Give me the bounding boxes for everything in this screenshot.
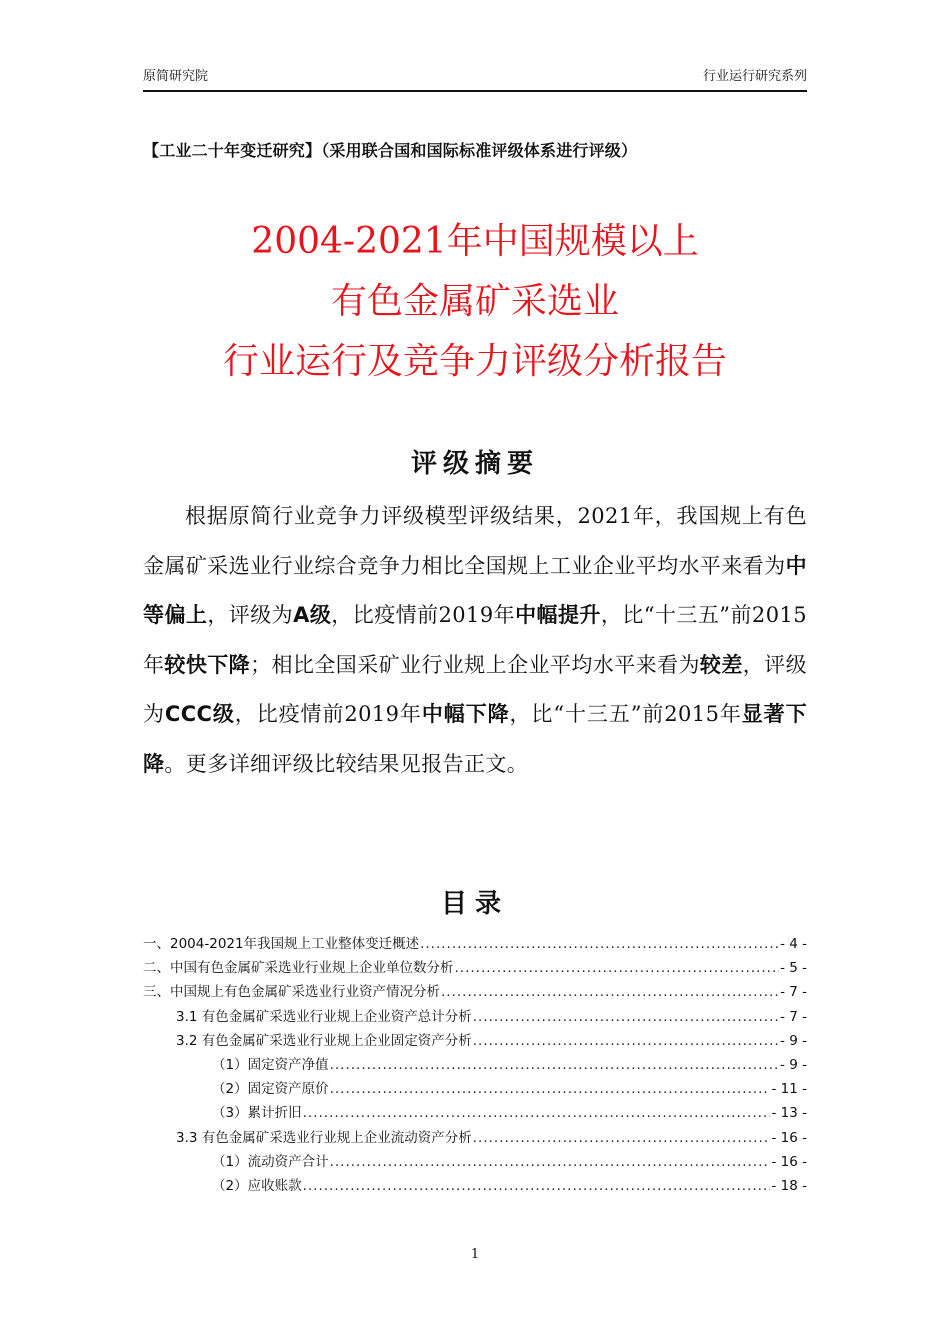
toc-entry-page: - 4 - xyxy=(780,936,807,952)
summary-emphasis: 中幅下降 xyxy=(421,702,510,726)
series-subtitle: 【工业二十年变迁研究】（采用联合国和国际标准评级体系进行评级） xyxy=(143,141,638,160)
toc-entry[interactable] xyxy=(143,1029,807,1053)
toc-entry[interactable] xyxy=(143,980,807,1004)
toc-entry[interactable] xyxy=(143,1101,807,1125)
summary-emphasis: 中幅提升 xyxy=(515,603,601,627)
summary-emphasis: CCC级 xyxy=(164,702,235,726)
toc-dot-leader xyxy=(420,932,779,956)
toc-entry-label: 3.2 有色金属矿采选业行业规上企业固定资产分析 xyxy=(176,1032,472,1049)
toc-entry-page: - 18 - xyxy=(771,1177,807,1194)
header-series: 行业运行研究系列 xyxy=(702,69,807,84)
summary-paragraph xyxy=(143,492,807,789)
toc-entry-label: （1）固定资产净值 xyxy=(212,1056,329,1073)
summary-text: 。更多详细评级比较结果见报告正文。 xyxy=(164,751,529,776)
report-title-line-1: 2004-2021年中国规模以上 xyxy=(251,221,699,262)
toc-heading: 目录 xyxy=(440,889,509,919)
toc-entry-label: 3.3 有色金属矿采选业行业规上企业流动资产分析 xyxy=(176,1129,472,1146)
toc-entry-label: （2）应收账款 xyxy=(212,1177,302,1194)
toc-entry[interactable] xyxy=(143,1150,807,1174)
running-header xyxy=(143,68,807,92)
toc-dot-leader xyxy=(441,980,779,1004)
summary-emphasis: 显著下降 xyxy=(143,702,807,776)
toc-dot-leader xyxy=(473,1029,779,1053)
summary-text: ，评级为 xyxy=(143,652,807,726)
summary-heading: 评级摘要 xyxy=(410,449,539,479)
summary-emphasis: 较差 xyxy=(699,652,743,677)
toc-dot-leader xyxy=(330,1053,779,1077)
toc-dot-leader xyxy=(330,1077,771,1101)
summary-text: ，比疫情前2019年 xyxy=(331,603,516,627)
toc-entry-page: - 16 - xyxy=(771,1129,807,1146)
toc-entry-page: - 7 - xyxy=(780,1008,807,1025)
summary-emphasis: 较快下降 xyxy=(164,652,251,677)
toc-entry-label: （3）累计折旧 xyxy=(212,1105,302,1122)
summary-text: ，评级为 xyxy=(207,603,294,627)
toc-entry[interactable] xyxy=(143,1126,807,1150)
report-title-line-3: 行业运行及竞争力评级分析报告 xyxy=(222,341,727,382)
summary-emphasis: A级 xyxy=(293,603,332,627)
toc-entry-label: 3.1 有色金属矿采选业行业规上企业资产总计分析 xyxy=(176,1008,472,1025)
header-publisher: 原简研究院 xyxy=(143,69,209,84)
toc-dot-leader xyxy=(303,1174,771,1198)
toc-entry[interactable] xyxy=(143,1077,807,1101)
toc-entry-label: 三、中国规上有色金属矿采选业行业资产情况分析 xyxy=(143,984,440,1001)
toc-entry[interactable] xyxy=(143,932,807,956)
toc-entry[interactable] xyxy=(143,1053,807,1077)
toc-dot-leader xyxy=(473,1126,771,1150)
summary-text: ，比“十三五”前2015年 xyxy=(509,702,742,726)
toc-entry[interactable] xyxy=(143,1005,807,1029)
summary-text: ；相比全国采矿业行业规上企业平均水平来看为 xyxy=(250,652,700,677)
toc-entry[interactable] xyxy=(143,956,807,980)
report-title-line-2: 有色金属矿采选业 xyxy=(330,281,619,322)
report-title xyxy=(143,212,807,392)
toc-entry-page: - 9 - xyxy=(780,1032,807,1049)
toc-dot-leader xyxy=(455,956,780,980)
toc-entry-page: - 13 - xyxy=(771,1105,807,1122)
summary-text: 根据原简行业竞争力评级模型评级结果，2021年，我国规上有色金属矿采选业行业综合竞争力相比全国规上工业企业平均水平来看为 xyxy=(143,504,807,578)
toc-dot-leader xyxy=(473,1005,779,1029)
toc-entry-label: 一、2004-2021年我国规上工业整体变迁概述 xyxy=(143,936,420,952)
summary-emphasis: 中等偏上 xyxy=(143,553,807,627)
toc-entry-page: - 16 - xyxy=(771,1153,807,1170)
toc-entry-page: - 5 - xyxy=(780,960,807,977)
toc-entry-label: （2）固定资产原价 xyxy=(212,1081,329,1098)
toc-entry-page: - 11 - xyxy=(771,1081,807,1098)
summary-text: ，比“十三五”前2015年 xyxy=(143,603,807,677)
toc-dot-leader xyxy=(330,1150,771,1174)
toc-entry-page: - 9 - xyxy=(780,1056,807,1073)
summary-text: ，比疫情前2019年 xyxy=(234,702,422,726)
table-of-contents xyxy=(143,932,807,1198)
page-number: 1 xyxy=(470,1247,480,1262)
toc-entry-label: 二、中国有色金属矿采选业行业规上企业单位数分析 xyxy=(143,960,454,977)
toc-entry-page: - 7 - xyxy=(780,984,807,1001)
toc-entry-label: （1）流动资产合计 xyxy=(212,1153,329,1170)
toc-entry[interactable] xyxy=(143,1174,807,1198)
toc-dot-leader xyxy=(303,1101,771,1125)
